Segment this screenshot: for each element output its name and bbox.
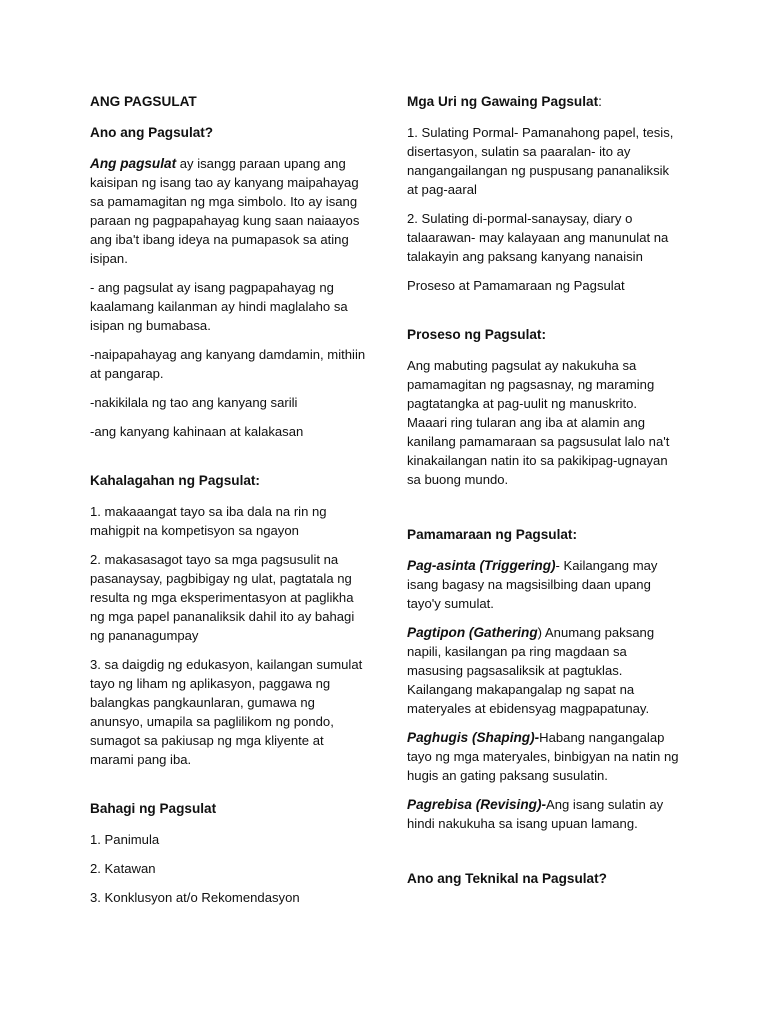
type-item: 2. Sulating di-pormal-sanaysay, diary o talaarawan- may kalayaan ang manunulat na talakayin ang paksang kanyang nanaisin [407,211,669,264]
method-term: Pag-asinta (Triggering) [407,558,556,573]
types-heading-colon: : [598,94,602,109]
process-heading: Proseso ng Pagsulat: [407,327,546,342]
question-heading: Ano ang Pagsulat? [90,125,214,140]
method-body: Habang nangangalap tayo ng mga materyales, binbigyan na natin ng hugis an gating paksang susulatin. [407,730,679,783]
point-item: -nakikilala ng tao ang kanyang sarili [90,395,298,410]
part-item: 1. Panimula [90,832,160,847]
definition-body: ay isangg paraan upang ang kaisipan ng isang tao ay kanyang maipahayag sa pamamagitan ng mga simbolo. Ito ay isang paraan ng pagpapahayag kung saan naiaayos ang iba't ibang ideya na pumapasok sa ating isipan. [90,156,360,266]
method-body: - Kailangang may isang bagasy na magsisilbing daan upang tayo'y sumulat. [407,558,658,611]
point-item: - ang pagsulat ay isang pagpapahayag ng kaalamang kailanman ay hindi maglalaho sa isipan ng bumabasa. [90,280,348,333]
point-item: -ang kanyang kahinaan at kalakasan [90,424,304,439]
importance-heading: Kahalagahan ng Pagsulat: [90,473,260,488]
importance-item: 2. makasasagot tayo sa mga pagsusulit na pasanaysay, pagbibigay ng ulat, pagtatala ng resulta ng mga eksperimentasyon at paglikha ng mga papel pananaliksik dahil ito ay bahagi ng pananagumpay [90,552,355,643]
left-column [90,92,370,917]
technical-heading: Ano ang Teknikal na Pagsulat? [407,871,607,886]
process-method-line: Proseso at Pamamaraan ng Pagsulat [407,278,625,293]
importance-item: 3. sa daigdig ng edukasyon, kailangan sumulat tayo ng liham ng aplikasyon, paggawa ng balangkas pangkaunlaran, gumawa ng anunsyo, umapila sa paglilikom ng pondo, sumagot sa pakiusap ng mga kliyente at marami pang iba. [90,657,363,767]
method-item [407,623,679,718]
method-term: Paghugis (Shaping)- [407,730,540,745]
method-body: Ang isang sulatin ay hindi nakukuha sa isang upuan lamang. [407,797,664,831]
method-body: ) Anumang paksang napili, kasilangan pa ring magdaan sa masusing pagsasaliksik at pagtuklas. Kailangang makapangalap ng sapat na materyales at ebidensyag magpapatunay. [407,625,655,716]
method-term: Pagtipon (Gathering [407,625,538,640]
parts-heading: Bahagi ng Pagsulat [90,801,217,816]
method-item [407,795,679,833]
point-item: -naipapahayag ang kanyang damdamin, mithiin at pangarap. [90,347,366,381]
definition-paragraph [90,154,370,268]
types-heading [407,92,679,111]
type-item: 1. Sulating Pormal- Pamanahong papel, tesis, disertasyon, sulatin sa paaralan- ito ay nangangailangan ng puspusang pananaliksik at pag-aaral [407,125,674,197]
types-heading-text: Mga Uri ng Gawaing Pagsulat [407,94,599,109]
importance-item: 1. makaaangat tayo sa iba dala na rin ng mahigpit na kompetisyon sa ngayon [90,504,327,538]
method-term: Pagrebisa (Revising)- [407,797,546,812]
process-paragraph: Ang mabuting pagsulat ay nakukuha sa pamamagitan ng pagsasnay, ng maraming pagtatangka at pag-uulit ng manuskrito. Maaari ring tularan ang iba at alamin ang kanilang pamamaraan sa pagsusulat lalo na't kinakailangan natin ito sa pakikipag-ugnayan sa buong mundo. [407,358,670,487]
method-heading: Pamamaraan ng Pagsulat: [407,527,577,542]
right-column [407,92,679,900]
method-item [407,728,679,785]
part-item: 2. Katawan [90,861,156,876]
part-item: 3. Konklusyon at/o Rekomendasyon [90,890,300,905]
definition-term: Ang pagsulat [90,156,177,171]
method-item [407,556,679,613]
document-title: ANG PAGSULAT [90,94,197,109]
